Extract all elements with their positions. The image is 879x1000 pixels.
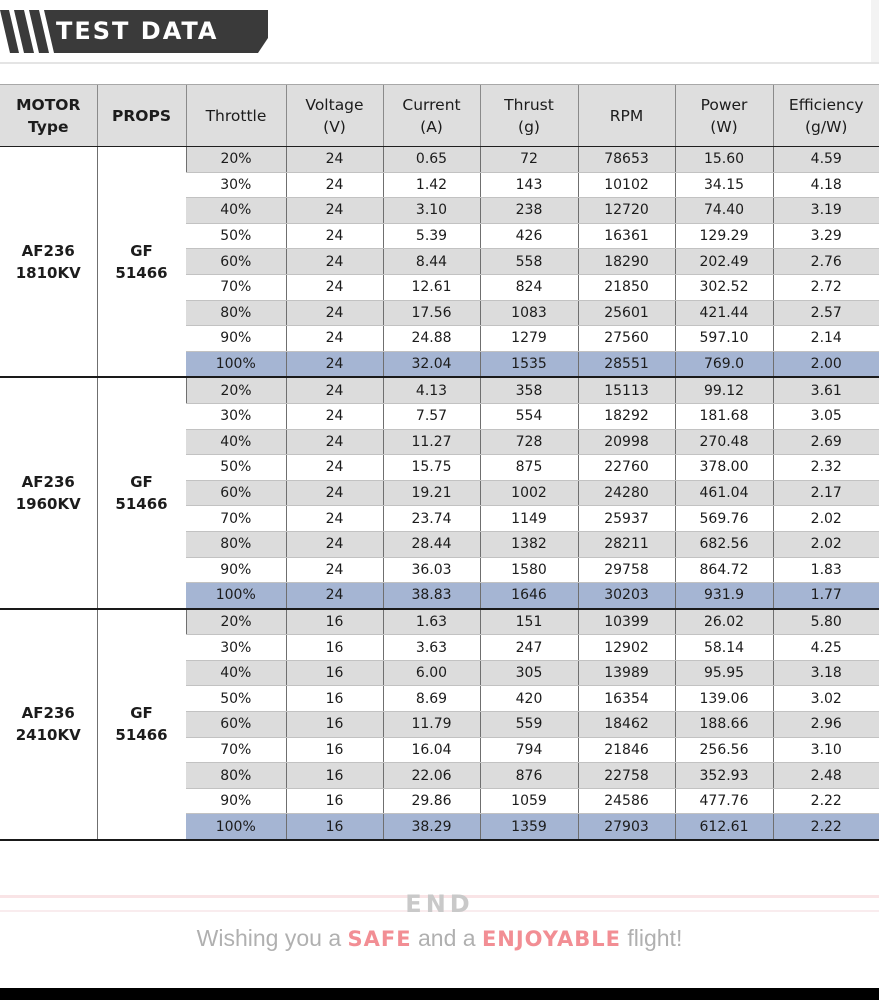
power-cell: 188.66 [675,712,773,738]
current-cell: 38.83 [383,583,480,609]
throttle-cell: 70% [186,737,286,763]
efficiency-cell: 2.00 [773,351,879,377]
efficiency-cell: 2.76 [773,249,879,275]
current-cell: 11.79 [383,712,480,738]
banner-corner-strip [871,0,879,62]
closing-text-part2: and a [417,925,476,951]
efficiency-cell: 2.14 [773,326,879,352]
voltage-cell: 24 [286,198,383,224]
throttle-cell: 20% [186,377,286,403]
throttle-cell: 60% [186,480,286,506]
voltage-cell: 24 [286,147,383,173]
thrust-cell: 238 [480,198,578,224]
current-cell: 12.61 [383,274,480,300]
thrust-cell: 794 [480,737,578,763]
voltage-cell: 24 [286,351,383,377]
power-cell: 202.49 [675,249,773,275]
voltage-cell: 24 [286,506,383,532]
power-cell: 15.60 [675,147,773,173]
voltage-cell: 24 [286,429,383,455]
rpm-cell: 28211 [578,531,675,557]
current-cell: 17.56 [383,300,480,326]
thrust-cell: 824 [480,274,578,300]
power-cell: 864.72 [675,557,773,583]
current-cell: 3.63 [383,635,480,661]
rpm-cell: 10399 [578,609,675,635]
efficiency-cell: 1.77 [773,583,879,609]
rpm-cell: 30203 [578,583,675,609]
thrust-cell: 358 [480,377,578,403]
thrust-cell: 1580 [480,557,578,583]
throttle-cell: 90% [186,788,286,814]
current-cell: 23.74 [383,506,480,532]
rpm-cell: 18292 [578,403,675,429]
efficiency-cell: 2.02 [773,531,879,557]
power-cell: 129.29 [675,223,773,249]
throttle-cell: 80% [186,763,286,789]
rpm-cell: 18462 [578,712,675,738]
current-cell: 1.42 [383,172,480,198]
voltage-cell: 16 [286,737,383,763]
efficiency-cell: 2.22 [773,814,879,840]
current-cell: 5.39 [383,223,480,249]
throttle-cell: 50% [186,223,286,249]
voltage-cell: 16 [286,635,383,661]
throttle-cell: 30% [186,635,286,661]
test-data-table [0,84,879,841]
efficiency-cell: 3.18 [773,660,879,686]
rpm-cell: 16361 [578,223,675,249]
thrust-cell: 305 [480,660,578,686]
efficiency-cell: 2.96 [773,712,879,738]
rpm-cell: 28551 [578,351,675,377]
current-cell: 38.29 [383,814,480,840]
test-data-banner [0,0,879,66]
power-cell: 612.61 [675,814,773,840]
enjoyable-highlight: ENJOYABLE [481,927,621,951]
current-cell: 0.65 [383,147,480,173]
thrust-cell: 1002 [480,480,578,506]
voltage-cell: 24 [286,249,383,275]
header-props: PROPS [97,85,186,147]
power-cell: 139.06 [675,686,773,712]
voltage-cell: 16 [286,609,383,635]
power-cell: 74.40 [675,198,773,224]
current-cell: 8.44 [383,249,480,275]
closing-text-part3: flight! [627,925,683,951]
efficiency-cell: 3.10 [773,737,879,763]
voltage-cell: 24 [286,531,383,557]
header-current: Current (A) [383,85,480,147]
motor-type-cell: AF236 2410KV [0,609,97,840]
current-cell: 11.27 [383,429,480,455]
header-voltage: Voltage (V) [286,85,383,147]
power-cell: 270.48 [675,429,773,455]
voltage-cell: 16 [286,788,383,814]
voltage-cell: 24 [286,403,383,429]
efficiency-cell: 4.25 [773,635,879,661]
voltage-cell: 24 [286,455,383,481]
power-cell: 256.56 [675,737,773,763]
thrust-cell: 426 [480,223,578,249]
rpm-cell: 13989 [578,660,675,686]
efficiency-cell: 1.83 [773,557,879,583]
voltage-cell: 24 [286,300,383,326]
throttle-cell: 20% [186,609,286,635]
current-cell: 4.13 [383,377,480,403]
current-cell: 15.75 [383,455,480,481]
table-row [0,377,879,403]
throttle-cell: 90% [186,326,286,352]
closing-message [0,925,879,952]
header-power: Power (W) [675,85,773,147]
efficiency-cell: 5.80 [773,609,879,635]
efficiency-cell: 2.69 [773,429,879,455]
voltage-cell: 16 [286,712,383,738]
throttle-cell: 50% [186,686,286,712]
rpm-cell: 18290 [578,249,675,275]
rpm-cell: 25601 [578,300,675,326]
current-cell: 32.04 [383,351,480,377]
thrust-cell: 1149 [480,506,578,532]
header-thrust: Thrust (g) [480,85,578,147]
thrust-cell: 554 [480,403,578,429]
throttle-cell: 70% [186,274,286,300]
throttle-cell: 20% [186,147,286,173]
voltage-cell: 24 [286,583,383,609]
rpm-cell: 12720 [578,198,675,224]
rpm-cell: 78653 [578,147,675,173]
rpm-cell: 22760 [578,455,675,481]
thrust-cell: 1083 [480,300,578,326]
current-cell: 8.69 [383,686,480,712]
throttle-cell: 60% [186,712,286,738]
motor-type-cell: AF236 1960KV [0,377,97,608]
voltage-cell: 24 [286,223,383,249]
power-cell: 682.56 [675,531,773,557]
efficiency-cell: 2.72 [773,274,879,300]
thrust-cell: 559 [480,712,578,738]
table-row [0,609,879,635]
power-cell: 99.12 [675,377,773,403]
rpm-cell: 24586 [578,788,675,814]
current-cell: 7.57 [383,403,480,429]
thrust-cell: 247 [480,635,578,661]
bottom-bar [0,988,879,1000]
efficiency-cell: 3.29 [773,223,879,249]
throttle-cell: 40% [186,198,286,224]
rpm-cell: 27903 [578,814,675,840]
throttle-cell: 40% [186,429,286,455]
power-cell: 26.02 [675,609,773,635]
throttle-cell: 90% [186,557,286,583]
current-cell: 3.10 [383,198,480,224]
table-row [0,147,879,173]
current-cell: 6.00 [383,660,480,686]
current-cell: 28.44 [383,531,480,557]
thrust-cell: 875 [480,455,578,481]
voltage-cell: 16 [286,814,383,840]
current-cell: 24.88 [383,326,480,352]
efficiency-cell: 2.17 [773,480,879,506]
safe-highlight: SAFE [347,927,412,951]
efficiency-cell: 2.32 [773,455,879,481]
rpm-cell: 24280 [578,480,675,506]
closing-text-part1: Wishing you a [196,925,342,951]
current-cell: 19.21 [383,480,480,506]
banner-divider [0,62,879,64]
props-cell: GF 51466 [97,147,186,378]
current-cell: 36.03 [383,557,480,583]
current-cell: 1.63 [383,609,480,635]
rpm-cell: 22758 [578,763,675,789]
motor-type-cell: AF236 1810KV [0,147,97,378]
rpm-cell: 12902 [578,635,675,661]
current-cell: 22.06 [383,763,480,789]
efficiency-cell: 3.19 [773,198,879,224]
rpm-cell: 25937 [578,506,675,532]
power-cell: 477.76 [675,788,773,814]
current-cell: 16.04 [383,737,480,763]
table-body [0,147,879,841]
header-motor-type: MOTOR Type [0,85,97,147]
power-cell: 378.00 [675,455,773,481]
efficiency-cell: 4.18 [773,172,879,198]
power-cell: 95.95 [675,660,773,686]
current-cell: 29.86 [383,788,480,814]
voltage-cell: 24 [286,557,383,583]
power-cell: 181.68 [675,403,773,429]
thrust-cell: 1535 [480,351,578,377]
power-cell: 569.76 [675,506,773,532]
rpm-cell: 10102 [578,172,675,198]
throttle-cell: 30% [186,403,286,429]
thrust-cell: 1359 [480,814,578,840]
voltage-cell: 16 [286,660,383,686]
thrust-cell: 143 [480,172,578,198]
rpm-cell: 16354 [578,686,675,712]
efficiency-cell: 3.61 [773,377,879,403]
throttle-cell: 50% [186,455,286,481]
thrust-cell: 728 [480,429,578,455]
banner-title: TEST DATA [56,17,219,45]
throttle-cell: 70% [186,506,286,532]
thrust-cell: 420 [480,686,578,712]
power-cell: 34.15 [675,172,773,198]
thrust-cell: 876 [480,763,578,789]
power-cell: 421.44 [675,300,773,326]
voltage-cell: 24 [286,377,383,403]
voltage-cell: 24 [286,274,383,300]
efficiency-cell: 3.05 [773,403,879,429]
header-rpm: RPM [578,85,675,147]
power-cell: 597.10 [675,326,773,352]
thrust-cell: 1059 [480,788,578,814]
props-cell: GF 51466 [97,377,186,608]
efficiency-cell: 2.48 [773,763,879,789]
voltage-cell: 24 [286,480,383,506]
throttle-cell: 40% [186,660,286,686]
thrust-cell: 151 [480,609,578,635]
efficiency-cell: 3.02 [773,686,879,712]
efficiency-cell: 2.57 [773,300,879,326]
power-cell: 352.93 [675,763,773,789]
efficiency-cell: 4.59 [773,147,879,173]
rpm-cell: 21846 [578,737,675,763]
throttle-cell: 100% [186,583,286,609]
efficiency-cell: 2.22 [773,788,879,814]
props-cell: GF 51466 [97,609,186,840]
rpm-cell: 21850 [578,274,675,300]
table-header-row [0,85,879,147]
voltage-cell: 16 [286,763,383,789]
thrust-cell: 558 [480,249,578,275]
rpm-cell: 20998 [578,429,675,455]
rpm-cell: 15113 [578,377,675,403]
power-cell: 931.9 [675,583,773,609]
power-cell: 302.52 [675,274,773,300]
voltage-cell: 24 [286,172,383,198]
rpm-cell: 29758 [578,557,675,583]
power-cell: 769.0 [675,351,773,377]
throttle-cell: 100% [186,814,286,840]
throttle-cell: 80% [186,531,286,557]
efficiency-cell: 2.02 [773,506,879,532]
power-cell: 58.14 [675,635,773,661]
thrust-cell: 1279 [480,326,578,352]
thrust-cell: 1382 [480,531,578,557]
throttle-cell: 30% [186,172,286,198]
power-cell: 461.04 [675,480,773,506]
throttle-cell: 60% [186,249,286,275]
thrust-cell: 72 [480,147,578,173]
header-efficiency: Efficiency (g/W) [773,85,879,147]
header-throttle: Throttle [186,85,286,147]
throttle-cell: 100% [186,351,286,377]
voltage-cell: 24 [286,326,383,352]
rpm-cell: 27560 [578,326,675,352]
thrust-cell: 1646 [480,583,578,609]
voltage-cell: 16 [286,686,383,712]
end-label: END [405,890,474,918]
throttle-cell: 80% [186,300,286,326]
